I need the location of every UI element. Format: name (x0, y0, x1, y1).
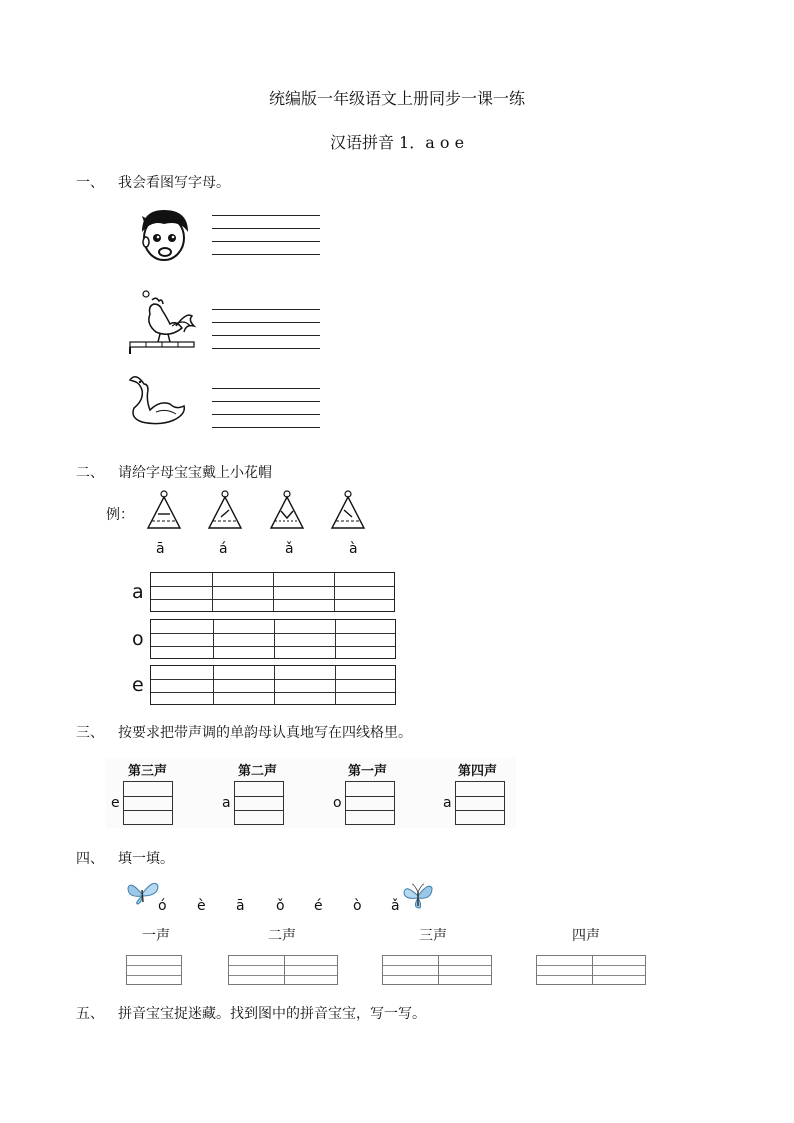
tone-1-letter: o (333, 795, 342, 811)
example-label: 例： (106, 507, 134, 523)
swan-image (126, 370, 188, 430)
row-letter-a: a (132, 581, 144, 603)
tone-group-box-4[interactable] (536, 955, 646, 985)
section-4-text: 填一填。 (118, 851, 174, 867)
page-subtitle: 汉语拼音 1．a o e (329, 133, 465, 152)
tone-3-label: 第三声 (128, 764, 168, 779)
tone-group-label-3: 三声 (419, 928, 447, 944)
tone-group-box-2[interactable] (228, 955, 338, 985)
section-2-number: 二、 (76, 465, 104, 481)
writing-lines-2[interactable] (212, 309, 320, 349)
section-2-heading (76, 462, 272, 482)
section-3-number: 三、 (76, 725, 104, 741)
page-title: 统编版一年级语文上册同步一课一练 (268, 89, 525, 108)
tone-2-letter: a (222, 795, 231, 811)
boy-face-image (136, 206, 194, 264)
fill-letter-2: è (197, 898, 206, 914)
fill-letter-1: ó (158, 898, 167, 914)
fill-letter-6: ò (353, 898, 362, 914)
tone-1-label: 第一声 (348, 764, 388, 779)
rooster-image (126, 286, 198, 356)
tone-2-write-box[interactable] (234, 781, 284, 825)
fill-letter-7: ǎ (391, 898, 400, 914)
tone-label-2: á (219, 541, 228, 557)
butterfly-left-icon (126, 878, 160, 906)
fill-letter-5: é (314, 898, 323, 914)
fill-letter-4: ǒ (276, 898, 285, 914)
tone-group-box-1[interactable] (126, 955, 182, 985)
section-2-text: 请给字母宝宝戴上小花帽 (118, 465, 272, 481)
section-4-heading (76, 848, 174, 868)
section-3-text: 按要求把带声调的单韵母认真地写在四线格里。 (118, 725, 412, 741)
section-1-heading (76, 172, 230, 192)
tone-label-4: à (349, 541, 358, 557)
section-3-heading (76, 722, 412, 742)
writing-lines-3[interactable] (212, 388, 320, 428)
tone-3-letter: e (111, 795, 120, 811)
writing-lines-1[interactable] (212, 215, 320, 255)
tone-grid-e[interactable] (150, 665, 396, 705)
section-5-number: 五、 (76, 1006, 104, 1022)
tone-3-write-box[interactable] (123, 781, 173, 825)
tone-group-label-4: 四声 (572, 928, 600, 944)
row-letter-o: o (132, 628, 144, 650)
tone-group-box-3[interactable] (382, 955, 492, 985)
tone-hat-3-icon (269, 490, 305, 534)
tone-label-3: ǎ (285, 541, 294, 557)
tone-label-1: ā (156, 541, 165, 557)
tone-grid-o[interactable] (150, 619, 396, 659)
tone-4-write-box[interactable] (455, 781, 505, 825)
section-4-number: 四、 (76, 851, 104, 867)
section-5-heading (76, 1003, 426, 1023)
fill-letter-3: ā (236, 898, 245, 914)
tone-group-label-2: 二声 (268, 928, 296, 944)
tone-group-label-1: 一声 (142, 928, 170, 944)
section-5-text: 拼音宝宝捉迷藏。找到图中的拼音宝宝，写一写。 (118, 1006, 426, 1022)
tone-hat-2-icon (207, 490, 243, 534)
section-1-text: 我会看图写字母。 (118, 175, 230, 191)
butterfly-right-icon (400, 880, 434, 910)
tone-2-label: 第二声 (238, 764, 278, 779)
tone-hat-4-icon (330, 490, 366, 534)
tone-4-letter: a (443, 795, 452, 811)
tone-grid-a[interactable] (150, 572, 395, 612)
section-1-number: 一、 (76, 175, 104, 191)
tone-1-write-box[interactable] (345, 781, 395, 825)
tone-4-label: 第四声 (458, 764, 498, 779)
tone-hat-1-icon (146, 490, 182, 534)
row-letter-e: e (132, 674, 144, 696)
